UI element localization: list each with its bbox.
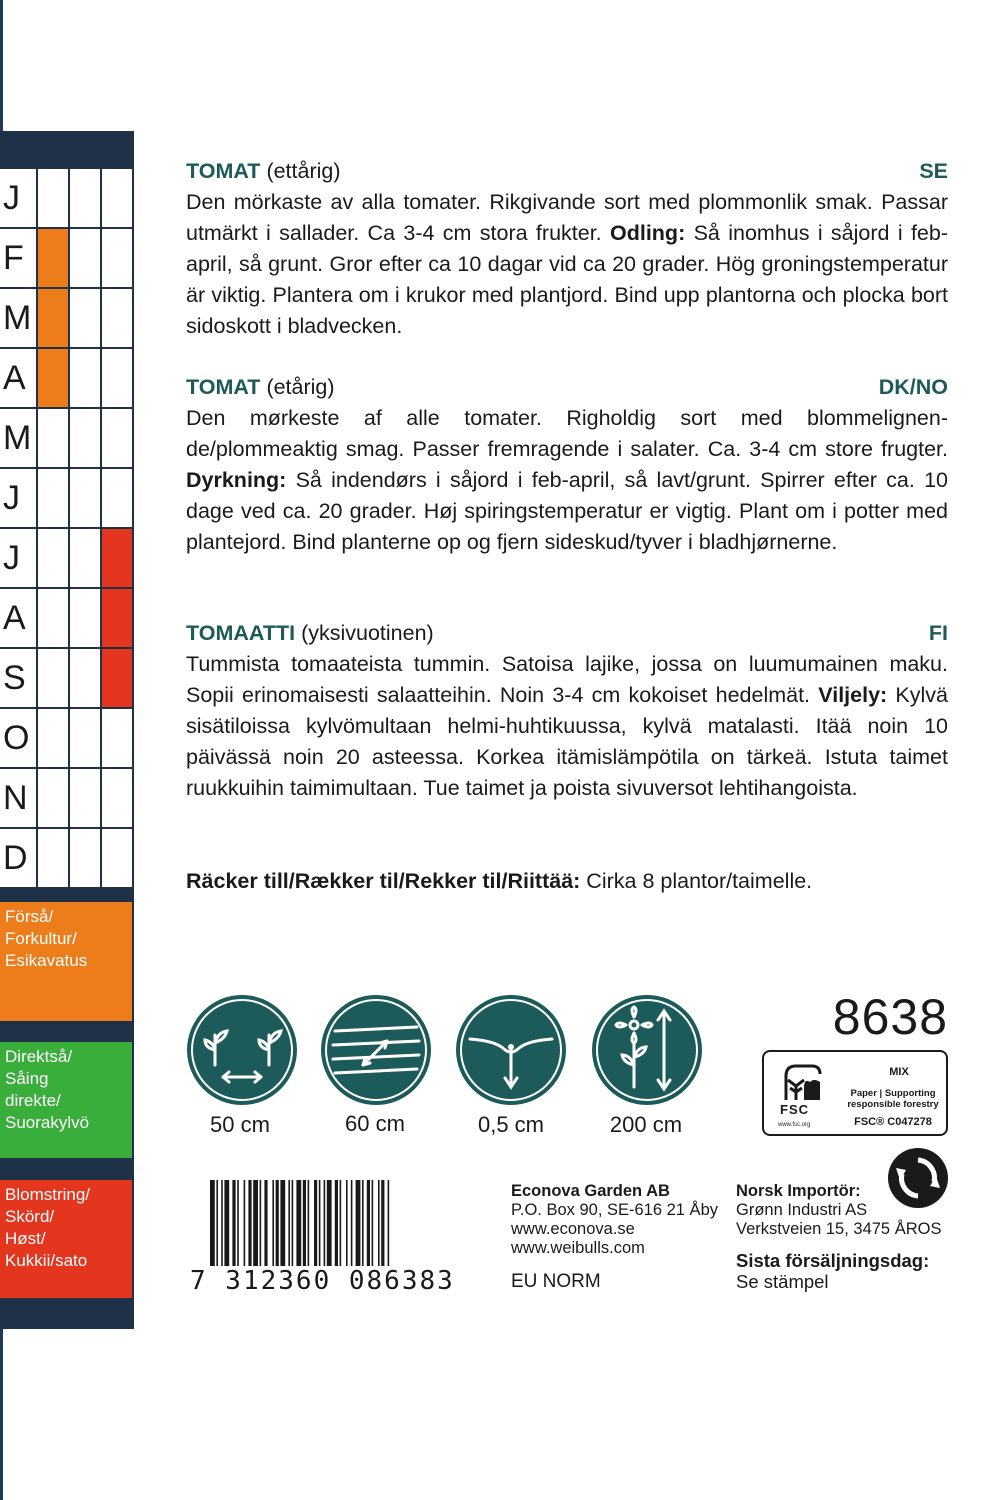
fsc-label <box>762 1050 948 1136</box>
language-code: FI <box>928 621 948 645</box>
calendar-month-row <box>0 227 132 287</box>
company-web: www.econova.se <box>511 1220 635 1238</box>
calendar-month-letter: M <box>3 419 32 457</box>
section-title-wrap <box>186 618 434 649</box>
legend-direct-line: Direktså/ <box>5 1047 73 1066</box>
plant-height-icon <box>592 995 702 1105</box>
calendar-month-row <box>0 407 132 467</box>
barcode-bar <box>388 1180 390 1266</box>
body-text: Tummista tomaateista tummin. Satoisa lajike, jossa on luumumainen maku. Sopii erinomaisesti salaatteihin. Noin 3-4 cm kokoiset hedelmät. <box>186 652 948 707</box>
barcode-bar <box>351 1180 353 1266</box>
barcode-bar <box>264 1180 267 1266</box>
calendar-cell-bloom <box>100 529 132 587</box>
calendar-month-letter: S <box>3 659 26 697</box>
barcode-digits: 7 312360 086383 <box>190 1266 455 1296</box>
calendar-cell-presow <box>36 289 68 347</box>
barcode-bar <box>272 1180 274 1266</box>
section-subtitle: (etårig) <box>266 375 335 399</box>
calendar-grid <box>0 169 132 887</box>
calendar-cell <box>68 409 100 467</box>
calendar-cell <box>100 169 132 227</box>
legend-direct-line: Såing <box>5 1069 49 1088</box>
barcode-bar <box>260 1180 262 1266</box>
yield-value: Cirka 8 plantor/taimelle. <box>580 869 813 893</box>
barcode-bar <box>280 1180 285 1266</box>
barcode-bar <box>335 1180 338 1266</box>
barcode-bar <box>340 1180 342 1266</box>
calendar-month-letter: M <box>3 299 32 337</box>
calendar-cell <box>100 229 132 287</box>
sale-date-value: Se stämpel <box>736 1271 829 1292</box>
calendar-cell <box>36 469 68 527</box>
calendar-month-row <box>0 707 132 767</box>
section-subtitle: (yksivuotinen) <box>301 621 434 645</box>
sowing-depth-icon <box>456 995 566 1105</box>
calendar-cell <box>68 229 100 287</box>
body-text: Så inomhus i såjord i feb-april, så grunt. Gror efter ca 10 dagar vid ca 20 grader. Hög groningstemperatur är viktig. Plantera om i krukor med plantjord. Bind upp plantorna och plocka bort sidoskott i bladvecken. <box>186 221 948 338</box>
barcode-bar <box>367 1180 370 1266</box>
section-dk-no <box>186 372 948 558</box>
section-title: TOMAATTI <box>186 621 296 645</box>
legend-presow-line: Forkultur/ <box>5 929 77 948</box>
barcode-bar <box>381 1180 384 1266</box>
body-text: Den mörkaste av alla tomater. Rikgivande sort med plommonlik smak. Passar utmärkt i sallader. Ca 3-4 cm stora frukter. <box>186 190 948 245</box>
section-se <box>186 156 948 342</box>
plant-spacing-icon <box>187 995 297 1105</box>
barcode-bar <box>372 1180 374 1266</box>
barcode-bar <box>216 1180 218 1266</box>
calendar-month-row <box>0 169 132 227</box>
calendar-cell <box>100 469 132 527</box>
calendar-cell-presow <box>36 229 68 287</box>
calendar-cell <box>68 289 100 347</box>
calendar-month-row <box>0 767 132 827</box>
calendar-month-row <box>0 527 132 587</box>
calendar-month-letter: A <box>3 359 26 397</box>
recycle-icon <box>888 1148 948 1208</box>
barcode-bar <box>303 1180 306 1266</box>
calendar-cell <box>36 649 68 707</box>
calendar-cell <box>68 169 100 227</box>
calendar-cell <box>36 169 68 227</box>
calendar-month-row <box>0 647 132 707</box>
importer-title: Norsk Importör: <box>736 1182 861 1200</box>
barcode-bar <box>327 1180 332 1266</box>
calendar-cell <box>68 649 100 707</box>
barcode-bar <box>244 1180 246 1266</box>
calendar-cell <box>100 289 132 347</box>
barcode-bar <box>378 1180 380 1266</box>
calendar-month-row <box>0 587 132 647</box>
icon-label: 60 cm <box>345 1111 405 1136</box>
sowing-calendar <box>0 131 134 1329</box>
language-code: DK/NO <box>878 375 948 399</box>
calendar-cell <box>36 769 68 827</box>
section-body <box>186 403 948 558</box>
calendar-cell <box>68 709 100 767</box>
calendar-cell <box>100 769 132 827</box>
calendar-cell-bloom <box>100 649 132 707</box>
calendar-cell <box>36 829 68 887</box>
calendar-month-letter: O <box>3 719 30 757</box>
yield-label: Räcker till/Rækker til/Rekker til/Riittää: <box>186 869 581 893</box>
barcode-bar <box>237 1180 239 1266</box>
calendar-cell <box>100 409 132 467</box>
legend-bloom-line: Skörd/ <box>5 1207 55 1226</box>
calendar-cell <box>36 589 68 647</box>
calendar-month-row <box>0 347 132 407</box>
calendar-month-letter: J <box>3 539 20 577</box>
calendar-month-letter: F <box>3 239 24 277</box>
sale-date-title: Sista försäljningsdag: <box>736 1250 930 1271</box>
calendar-cell-bloom <box>100 589 132 647</box>
calendar-cell <box>36 709 68 767</box>
row-spacing-icon <box>321 995 431 1105</box>
legend-direct-sow <box>0 1042 132 1158</box>
section-body <box>186 187 948 342</box>
barcode-bar <box>319 1180 321 1266</box>
body-bold: Dyrkning: <box>186 468 287 492</box>
barcode-bar <box>308 1180 310 1266</box>
legend-direct-line: Suorakylvö <box>5 1113 90 1132</box>
barcode-bar <box>224 1180 229 1266</box>
barcode-bar <box>276 1180 279 1266</box>
calendar-cell <box>68 469 100 527</box>
section-body <box>186 649 948 804</box>
legend-bloom-line: Høst/ <box>5 1229 46 1248</box>
calendar-month-letter: J <box>3 179 20 217</box>
body-text: Kylvä sisätiloissa kylvömultaan helmi-huhtikuussa, kylvä matalasti. Itää noin 10 päivässä noin 20 asteessa. Korkea itämislämpötila on tärkeä. Istuta taimet ruukkuihin taimimultaan. Tue taimet ja poista sivuversot lehtihangoista. <box>186 683 948 800</box>
barcode-bar <box>248 1180 251 1266</box>
section-header <box>186 372 948 403</box>
legend-bloom-line: Blomstring/ <box>5 1185 91 1204</box>
article-number: 8638 <box>832 989 948 1045</box>
calendar-cell <box>68 589 100 647</box>
fsc-tree-icon <box>776 1060 832 1104</box>
barcode-bar <box>296 1180 301 1266</box>
barcode-bar <box>356 1180 361 1266</box>
legend-presow <box>0 902 132 1021</box>
calendar-month-letter: A <box>3 599 26 637</box>
barcode-bar <box>288 1180 290 1266</box>
section-header <box>186 618 948 649</box>
calendar-cell <box>68 349 100 407</box>
barcode-bar <box>253 1180 258 1266</box>
sale-date <box>736 1250 929 1292</box>
barcode-bar <box>362 1180 364 1266</box>
calendar-cell <box>100 709 132 767</box>
section-title: TOMAT <box>186 375 261 399</box>
language-code: SE <box>919 159 948 183</box>
legend-bloom-line: Kukkii/sato <box>5 1251 88 1270</box>
section-subtitle: (ettårig) <box>266 159 341 183</box>
fsc-description: Paper | Supporting responsible forestry <box>847 1088 939 1110</box>
section-title-wrap <box>186 372 335 403</box>
icon-label: 50 cm <box>210 1112 270 1137</box>
legend-presow-line: Esikavatus <box>5 951 88 970</box>
body-bold: Viljely: <box>818 683 888 707</box>
eu-norm: EU NORM <box>511 1271 601 1292</box>
legend-presow-line: Förså/ <box>5 907 54 926</box>
barcode-bar <box>210 1180 215 1266</box>
calendar-cell <box>68 769 100 827</box>
section-title: TOMAT <box>186 159 261 183</box>
importer-address: Verkstveien 15, 3475 ÅROS <box>736 1220 942 1238</box>
company-address: P.O. Box 90, SE-616 21 Åby <box>511 1201 718 1219</box>
calendar-month-letter: D <box>3 839 28 877</box>
importer-name: Grønn Industri AS <box>736 1201 868 1219</box>
section-fi <box>186 618 948 804</box>
company-info <box>511 1182 718 1258</box>
fsc-mix: MIX <box>889 1066 909 1078</box>
company-web: www.weibulls.com <box>511 1239 645 1257</box>
body-text: Så indendørs i såjord i feb-april, så lavt/grunt. Spirrer efter ca. 10 dage ved ca. 20 grader. Høj spiringstemperatur er vigtig. Plant om i potter med plantejord. Bind planterne op og fjern sideskud/tyver i bladhjørnerne. <box>186 468 948 554</box>
company-name: Econova Garden AB <box>511 1182 670 1200</box>
calendar-cell-presow <box>36 349 68 407</box>
calendar-cell <box>36 409 68 467</box>
section-title-wrap <box>186 156 341 187</box>
section-header <box>186 156 948 187</box>
calendar-month-row <box>0 827 132 887</box>
barcode-bar <box>324 1180 326 1266</box>
fsc-logo-text: FSC <box>780 1102 809 1117</box>
calendar-month-row <box>0 287 132 347</box>
barcode-bar <box>346 1180 348 1266</box>
fsc-url: www.fsc.org <box>778 1122 811 1128</box>
barcode-bar <box>232 1180 235 1266</box>
calendar-cell <box>68 529 100 587</box>
fsc-license: FSC® C047278 <box>854 1116 932 1128</box>
yield-line <box>186 866 812 897</box>
calendar-cell <box>100 829 132 887</box>
barcode-bar <box>292 1180 294 1266</box>
icon-label: 0,5 cm <box>477 1112 545 1137</box>
calendar-month-letter: N <box>3 779 28 817</box>
body-bold: Odling: <box>610 221 686 245</box>
barcode-bar <box>314 1180 317 1266</box>
legend-bloom-harvest <box>0 1180 132 1298</box>
barcode-bar <box>221 1180 223 1266</box>
calendar-cell <box>36 529 68 587</box>
calendar-month-row <box>0 467 132 527</box>
calendar-cell <box>68 829 100 887</box>
calendar-cell <box>100 349 132 407</box>
body-text: Den mørkeste af alle tomater. Righoldig sort med blommelignen-de/plommeaktig smag. Passer fremragende i salater. Ca. 3-4 cm store frugter. <box>186 406 948 461</box>
icon-label: 200 cm <box>609 1112 683 1137</box>
legend-direct-line: direkte/ <box>5 1091 61 1110</box>
calendar-month-letter: J <box>3 479 20 517</box>
